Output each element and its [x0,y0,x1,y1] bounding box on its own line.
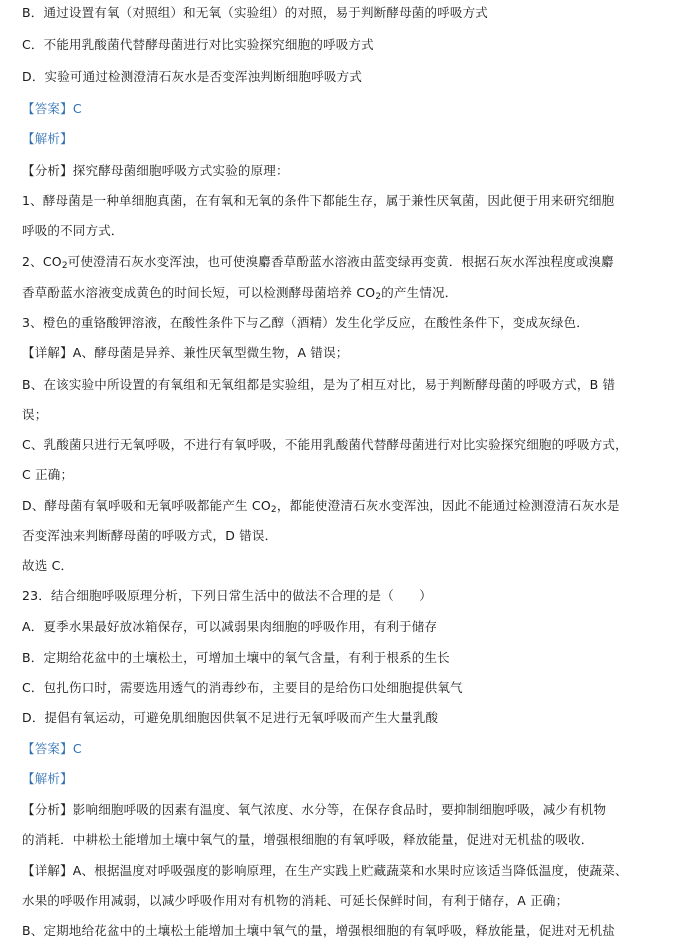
text-segment: 香草酚蓝水溶液变成黄色的时间长短，可以检测酵母菌培养 CO [22,285,376,300]
q22-detail-b-line-2: 误； [22,407,48,422]
q23-detail-b-line-1: B、定期地给花盆中的土壤松土能增加土壤中氧气的量，增强根细胞的有氧呼吸，释放能量，促进对无机盐 [22,923,615,938]
q23-fenxi-line-2: 的消耗．中耕松土能增加土壤中氧气的量，增强根细胞的有氧呼吸，释放能量，促进对无机盐的吸收． [22,832,594,847]
q22-principle-1-line-2: 呼吸的不同方式． [22,223,124,238]
q23-detail-a-line-1: 【详解】A、根据温度对呼吸强度的影响原理，在生产实践上贮藏蔬菜和水果时应该适当降低温度，使蔬菜、 [22,863,628,878]
q23-analysis-tag: 【解析】 [22,771,73,786]
q22-option-c: C．不能用乳酸菌代替酵母菌进行对比实验探究细胞的呼吸方式 [22,37,374,52]
answer-value: C [72,101,82,116]
text-segment: 可使澄清石灰水变浑浊，也可使溴麝香草酚蓝水溶液由蓝变绿再变黄．根据石灰水浑浊程度或溴麝 [67,254,614,269]
subscript: 2 [61,261,68,271]
q22-answer-line [22,100,682,118]
answer-tag: 【答案】 [22,101,73,116]
q22-detail-b-line-1: B、在该实验中所设置的有氧组和无氧组都是实验组，是为了相互对比，易于判断酵母菌的呼吸方式，B 错 [22,377,616,392]
q22-conclusion: 故选 C． [22,558,74,573]
q22-principle-3: 3、橙色的重铬酸钾溶液，在酸性条件下与乙醇（酒精）发生化学反应，在酸性条件下，变成灰绿色． [22,315,589,330]
q23-option-c: C．包扎伤口时，需要选用透气的消毒纱布，主要目的是给伤口处细胞提供氧气 [22,680,463,695]
text-segment: ，都能使澄清石灰水变浑浊，因此不能通过检测澄清石灰水是 [276,498,620,513]
q22-detail-d-line-2: 否变浑浊来判断酵母菌的呼吸方式，D 错误． [22,528,278,543]
q22-option-b: B．通过设置有氧（对照组）和无氧（实验组）的对照，易于判断酵母菌的呼吸方式 [22,5,488,20]
subscript: 2 [270,505,277,515]
q22-detail-c-line-1: C、乳酸菌只进行无氧呼吸，不进行有氧呼吸，不能用乳酸菌代替酵母菌进行对比实验探究细胞的呼吸方式， [22,437,628,452]
text-segment: 2、CO [22,254,62,269]
q22-principle-2-line-2 [22,284,682,306]
q23-stem: 23．结合细胞呼吸原理分析，下列日常生活中的做法不合理的是（ ） [22,588,433,603]
q23-option-d: D．提倡有氧运动，可避免肌细胞因供氧不足进行无氧呼吸而产生大量乳酸 [22,710,439,725]
subscript: 2 [375,292,382,302]
q22-detail-d-line-1 [22,497,682,519]
q22-option-d: D．实验可通过检测澄清石灰水是否变浑浊判断细胞呼吸方式 [22,69,363,84]
answer-value: C [72,741,82,756]
q23-option-b: B．定期给花盆中的土壤松土，可增加土壤中的氧气含量，有利于根系的生长 [22,650,450,665]
q22-detail-a: 【详解】A、酵母菌是异养、兼性厌氧型微生物，A 错误； [22,345,349,360]
text-segment: 的产生情况． [381,285,458,300]
q23-answer-line [22,740,682,758]
q22-fenxi-heading: 【分析】探究酵母菌细胞呼吸方式实验的原理： [22,163,289,178]
q23-fenxi-line-1: 【分析】影响细胞呼吸的因素有温度、氧气浓度、水分等，在保存食品时，要抑制细胞呼吸，减少有机物 [22,802,607,817]
q22-detail-c-line-2: C 正确； [22,467,74,482]
text-segment: D、酵母菌有氧呼吸和无氧呼吸都能产生 CO [22,498,271,513]
q23-option-a: A．夏季水果最好放冰箱保存，可以减弱果肉细胞的呼吸作用，有利于储存 [22,619,438,634]
q23-detail-a-line-2: 水果的呼吸作用减弱，以减少呼吸作用对有机物的消耗、可延长保鲜时间，有利于储存，A 正确； [22,893,569,908]
answer-tag: 【答案】 [22,741,73,756]
q22-principle-1-line-1: 1、酵母菌是一种单细胞真菌，在有氧和无氧的条件下都能生存，属于兼性厌氧菌，因此便于用来研究细胞 [22,193,615,208]
q22-analysis-tag: 【解析】 [22,131,73,146]
q22-principle-2-line-1 [22,253,682,275]
